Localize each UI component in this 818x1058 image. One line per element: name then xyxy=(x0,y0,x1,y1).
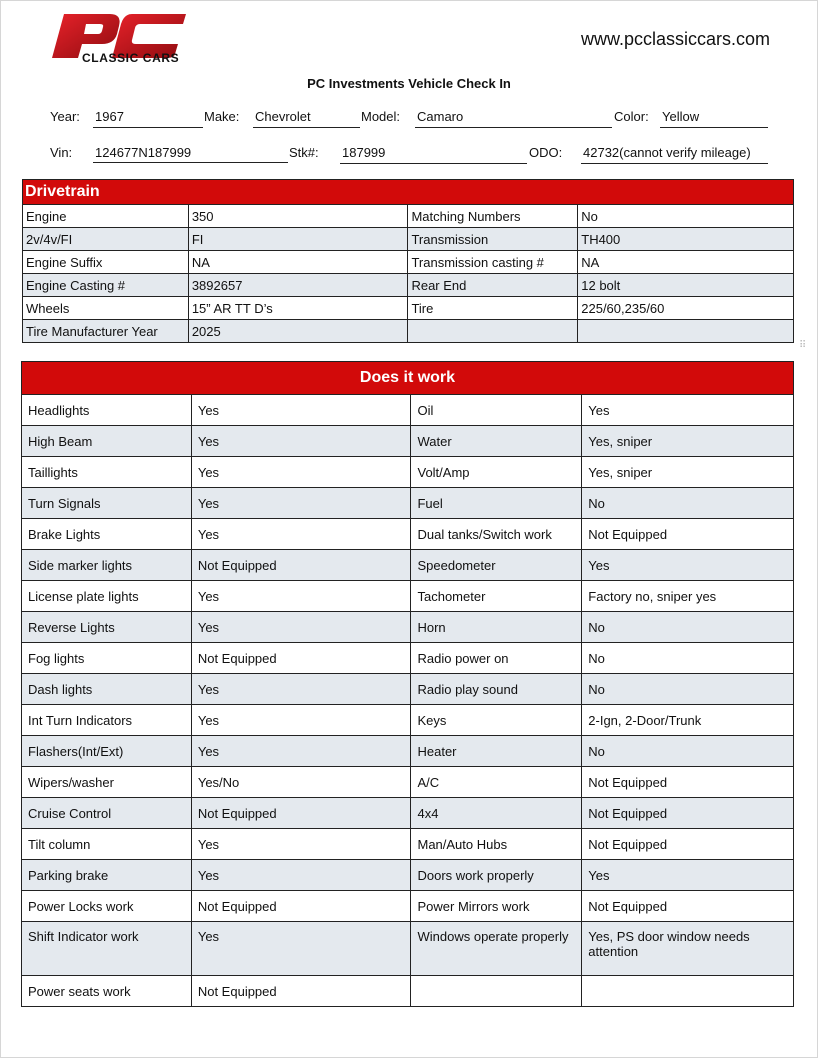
cell-label: Matching Numbers xyxy=(408,205,578,228)
cell-value[interactable]: Not Equipped xyxy=(582,891,794,922)
table-row xyxy=(22,550,794,581)
cell-value[interactable]: 2025 xyxy=(188,320,408,343)
color-label: Color: xyxy=(614,109,649,124)
cell-value[interactable]: Yes xyxy=(191,457,411,488)
stk-label: Stk#: xyxy=(289,145,319,160)
table-row xyxy=(23,251,794,274)
cell-label: Water xyxy=(411,426,582,457)
cell-label: Doors work properly xyxy=(411,860,582,891)
cell-label: Tilt column xyxy=(22,829,192,860)
cell-value[interactable]: Yes/No xyxy=(191,767,411,798)
cell-value[interactable]: Yes xyxy=(191,736,411,767)
model-field[interactable]: Camaro xyxy=(415,109,612,128)
cell-label: Fuel xyxy=(411,488,582,519)
year-field[interactable]: 1967 xyxy=(93,109,203,128)
cell-label: Keys xyxy=(411,705,582,736)
cell-label: Volt/Amp xyxy=(411,457,582,488)
drivetrain-title: Drivetrain xyxy=(23,180,794,205)
cell-value[interactable] xyxy=(582,976,794,1007)
cell-label: Engine Casting # xyxy=(23,274,189,297)
table-row xyxy=(22,581,794,612)
cell-label: Horn xyxy=(411,612,582,643)
cell-value[interactable]: Not Equipped xyxy=(191,643,411,674)
cell-value[interactable]: Yes xyxy=(191,519,411,550)
cell-value[interactable]: No xyxy=(582,736,794,767)
cell-value[interactable]: Not Equipped xyxy=(191,891,411,922)
cell-label: Oil xyxy=(411,395,582,426)
cell-label: Windows operate properly xyxy=(411,922,582,976)
cell-label: Headlights xyxy=(22,395,192,426)
cell-label: Engine xyxy=(23,205,189,228)
cell-label: Man/Auto Hubs xyxy=(411,829,582,860)
cell-value[interactable]: 12 bolt xyxy=(578,274,794,297)
table-row xyxy=(22,891,794,922)
cell-label: Transmission xyxy=(408,228,578,251)
cell-label: Int Turn Indicators xyxy=(22,705,192,736)
cell-label: License plate lights xyxy=(22,581,192,612)
cell-label: Cruise Control xyxy=(22,798,192,829)
table-row xyxy=(22,860,794,891)
cell-value[interactable]: Not Equipped xyxy=(582,829,794,860)
cell-label: Fog lights xyxy=(22,643,192,674)
cell-value[interactable]: Yes xyxy=(191,922,411,976)
cell-value[interactable]: Yes xyxy=(191,581,411,612)
cell-label: Dual tanks/Switch work xyxy=(411,519,582,550)
cell-value[interactable]: Yes xyxy=(582,550,794,581)
cell-value[interactable]: 2-Ign, 2-Door/Trunk xyxy=(582,705,794,736)
vin-field[interactable]: 124677N187999 xyxy=(93,145,288,163)
does-it-work-title: Does it work xyxy=(22,362,794,395)
table-row xyxy=(22,767,794,798)
cell-label: Flashers(Int/Ext) xyxy=(22,736,192,767)
cell-label: Speedometer xyxy=(411,550,582,581)
cell-label: 4x4 xyxy=(411,798,582,829)
cell-value[interactable]: Not Equipped xyxy=(191,550,411,581)
table-row xyxy=(22,457,794,488)
cell-value[interactable]: No xyxy=(578,205,794,228)
cell-value[interactable]: Not Equipped xyxy=(582,798,794,829)
cell-value[interactable]: No xyxy=(582,612,794,643)
cell-value[interactable]: Yes xyxy=(191,395,411,426)
cell-value[interactable]: Not Equipped xyxy=(582,519,794,550)
cell-value[interactable]: Factory no, sniper yes xyxy=(582,581,794,612)
cell-label: Brake Lights xyxy=(22,519,192,550)
cell-label: Wipers/washer xyxy=(22,767,192,798)
cell-label: Rear End xyxy=(408,274,578,297)
table-row xyxy=(22,426,794,457)
does-it-work-header xyxy=(22,362,794,395)
cell-label xyxy=(408,320,578,343)
cell-value[interactable]: Yes xyxy=(582,860,794,891)
cell-value[interactable]: Yes, PS door window needs attention xyxy=(582,922,794,976)
cell-label: Tire Manufacturer Year xyxy=(23,320,189,343)
table-row xyxy=(22,395,794,426)
drivetrain-table xyxy=(22,179,794,343)
cell-label: Power Locks work xyxy=(22,891,192,922)
table-row xyxy=(22,736,794,767)
cell-value[interactable]: No xyxy=(582,643,794,674)
cell-label: Tachometer xyxy=(411,581,582,612)
cell-value[interactable]: Not Equipped xyxy=(191,798,411,829)
cell-value[interactable]: NA xyxy=(578,251,794,274)
odo-field[interactable]: 42732(cannot verify mileage) xyxy=(581,145,768,164)
vin-label: Vin: xyxy=(50,145,73,160)
cell-value[interactable]: Yes xyxy=(191,674,411,705)
cell-label: Tire xyxy=(408,297,578,320)
cell-label: Side marker lights xyxy=(22,550,192,581)
table-row xyxy=(22,976,794,1007)
cell-label: Power Mirrors work xyxy=(411,891,582,922)
cell-value[interactable]: Yes xyxy=(191,860,411,891)
cell-value[interactable]: Yes xyxy=(582,395,794,426)
website-url[interactable]: www.pcclassiccars.com xyxy=(580,29,770,49)
make-field[interactable]: Chevrolet xyxy=(253,109,360,128)
table-row xyxy=(22,674,794,705)
make-label: Make: xyxy=(204,109,240,124)
table-row xyxy=(23,205,794,228)
cell-label: Heater xyxy=(411,736,582,767)
table-row xyxy=(22,798,794,829)
cell-label: Taillights xyxy=(22,457,192,488)
cell-label: 2v/4v/FI xyxy=(23,228,189,251)
year-label: Year: xyxy=(50,109,80,124)
drivetrain-header xyxy=(23,180,794,205)
cell-value[interactable]: Yes, sniper xyxy=(582,426,794,457)
cell-value[interactable]: No xyxy=(582,488,794,519)
cell-value[interactable]: Not Equipped xyxy=(191,976,411,1007)
cell-label: Radio power on xyxy=(411,643,582,674)
cell-label xyxy=(411,976,582,1007)
cell-value[interactable]: 225/60,235/60 xyxy=(578,297,794,320)
table-row xyxy=(22,922,794,976)
table-row xyxy=(22,519,794,550)
cell-label: Power seats work xyxy=(22,976,192,1007)
cell-value[interactable]: TH400 xyxy=(578,228,794,251)
cell-label: High Beam xyxy=(22,426,192,457)
cell-value[interactable]: Yes xyxy=(191,426,411,457)
cell-value[interactable]: Not Equipped xyxy=(582,767,794,798)
stk-field[interactable]: 187999 xyxy=(340,145,527,164)
table-row xyxy=(23,297,794,320)
cell-label: Parking brake xyxy=(22,860,192,891)
drag-handle-icon[interactable]: ⠿ xyxy=(799,340,807,351)
cell-label: Transmission casting # xyxy=(408,251,578,274)
table-row xyxy=(22,829,794,860)
cell-value[interactable]: 3892657 xyxy=(188,274,408,297)
table-row xyxy=(22,488,794,519)
does-it-work-table xyxy=(21,361,794,1007)
cell-label: Dash lights xyxy=(22,674,192,705)
table-row xyxy=(23,320,794,343)
table-row xyxy=(22,705,794,736)
cell-value[interactable]: Yes, sniper xyxy=(582,457,794,488)
cell-label: Turn Signals xyxy=(22,488,192,519)
cell-value[interactable]: FI xyxy=(188,228,408,251)
cell-label: A/C xyxy=(411,767,582,798)
cell-value[interactable]: No xyxy=(582,674,794,705)
cell-value[interactable] xyxy=(578,320,794,343)
cell-value[interactable]: 350 xyxy=(188,205,408,228)
table-row xyxy=(23,274,794,297)
color-field[interactable]: Yellow xyxy=(660,109,768,128)
cell-label: Wheels xyxy=(23,297,189,320)
cell-label: Shift Indicator work xyxy=(22,922,192,976)
table-row xyxy=(22,612,794,643)
cell-value[interactable]: Yes xyxy=(191,705,411,736)
cell-value[interactable]: 15” AR TT D’s xyxy=(188,297,408,320)
cell-value[interactable]: Yes xyxy=(191,829,411,860)
table-row xyxy=(22,643,794,674)
cell-value[interactable]: Yes xyxy=(191,488,411,519)
table-row xyxy=(23,228,794,251)
cell-label: Engine Suffix xyxy=(23,251,189,274)
cell-value[interactable]: Yes xyxy=(191,612,411,643)
cell-label: Radio play sound xyxy=(411,674,582,705)
cell-label: Reverse Lights xyxy=(22,612,192,643)
page-title: PC Investments Vehicle Check In xyxy=(307,76,511,91)
logo-subtitle: CLASSIC CARS xyxy=(82,51,180,65)
model-label: Model: xyxy=(361,109,401,124)
cell-value[interactable]: NA xyxy=(188,251,408,274)
odo-label: ODO: xyxy=(529,145,563,160)
